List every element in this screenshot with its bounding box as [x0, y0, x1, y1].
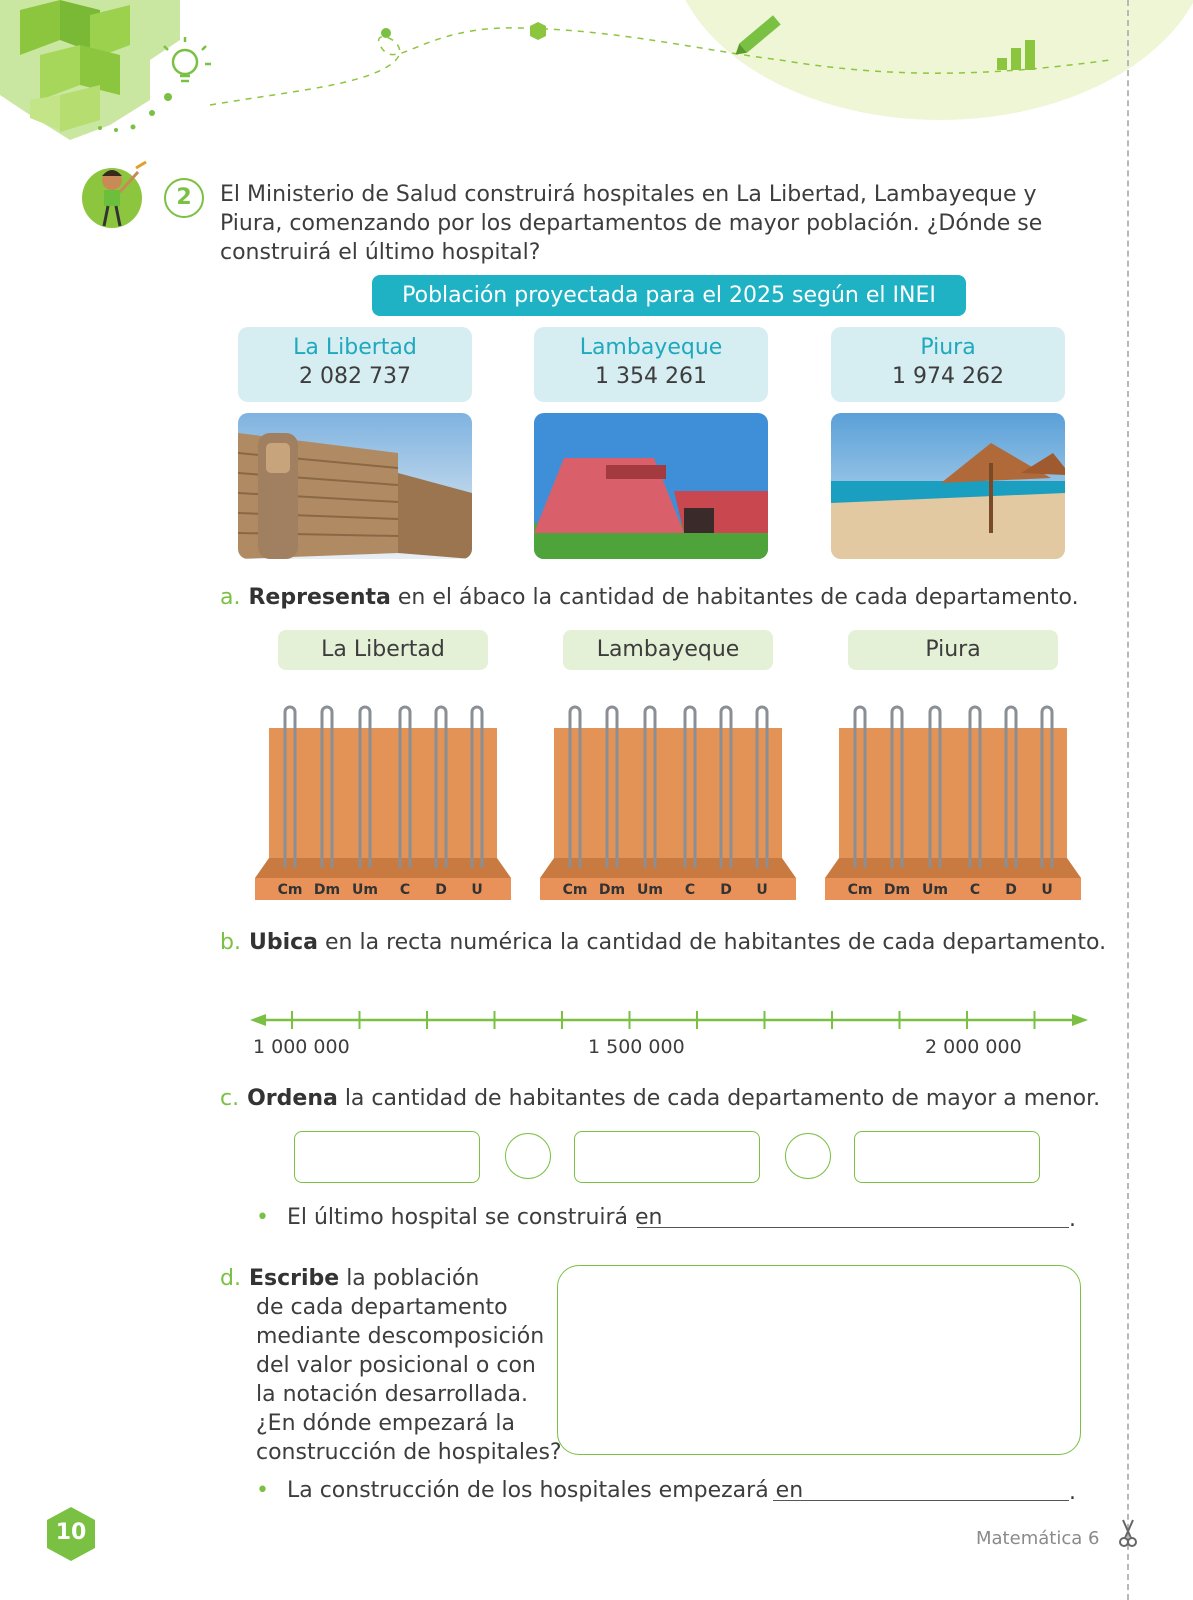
question-letter: c.: [220, 1086, 240, 1111]
order-box-3[interactable]: [854, 1131, 1040, 1183]
question-text: la población: [339, 1266, 480, 1291]
abacus-column-label: Cm: [562, 882, 588, 898]
question-text: del valor posicional o con: [256, 1353, 536, 1378]
page-number: 10: [55, 1520, 87, 1545]
department-name: La Libertad: [293, 335, 417, 360]
cut-line: [1127, 0, 1129, 1600]
abacus-column-label: U: [471, 882, 483, 898]
abacus-column-label: Cm: [847, 882, 873, 898]
department-name: Piura: [920, 335, 976, 360]
question-text: mediante descomposición: [256, 1324, 545, 1349]
photo-piura: [831, 413, 1065, 559]
question-verb: Ubica: [248, 930, 319, 955]
abacus-column-label: C: [969, 882, 981, 898]
question-text: construcción de hospitales?: [256, 1440, 562, 1465]
answer-line-c[interactable]: [637, 1227, 1069, 1228]
header-graphics: [0, 0, 1120, 150]
question-text: de cada departamento: [256, 1295, 508, 1320]
question-text: en la recta numérica la cantidad de habitantes de cada departamento.: [318, 930, 1107, 955]
question-c: [220, 1086, 1100, 1111]
question-text: ¿En dónde empezará la: [256, 1411, 515, 1436]
abacus-column-label: Cm: [277, 882, 303, 898]
period: .: [1069, 1207, 1076, 1232]
question-text: en el ábaco la cantidad de habitantes de cada departamento.: [390, 585, 1079, 610]
order-box-2[interactable]: [574, 1131, 760, 1183]
abacus-board: [839, 728, 1067, 858]
bullet-last-hospital: • El último hospital se construirá en: [256, 1205, 663, 1230]
answer-line-d[interactable]: [773, 1500, 1069, 1501]
question-text: la cantidad de habitantes de cada departamento de mayor a menor.: [337, 1086, 1101, 1111]
abacus-label: Lambayeque: [563, 630, 773, 670]
population-card-piura: [831, 327, 1065, 402]
number-line[interactable]: [250, 1005, 1090, 1035]
population-banner: Población proyectada para el 2025 según el INEI: [372, 275, 966, 316]
abacus-column-label: U: [756, 882, 768, 898]
bullet-text: El último hospital se construirá en: [286, 1205, 663, 1230]
pencil-icon: [732, 15, 781, 59]
abacus-label: La Libertad: [278, 630, 488, 670]
question-verb: Representa: [248, 585, 391, 610]
abacus-column-label: D: [720, 882, 732, 898]
question-letter: d.: [220, 1266, 241, 1291]
abacus-column-label: Dm: [313, 882, 341, 898]
abacus-column-label: U: [1041, 882, 1053, 898]
abacus-la-libertad[interactable]: [255, 690, 511, 900]
period: .: [1069, 1480, 1076, 1505]
bullet-first-hospital: • La construcción de los hospitales empezará en: [256, 1478, 804, 1503]
number-line-label: 1 500 000: [588, 1036, 685, 1058]
photo-la-libertad: [238, 413, 472, 559]
scissors-icon: [1117, 1518, 1139, 1548]
question-verb: Escribe: [248, 1266, 340, 1291]
abacus-board: [269, 728, 497, 858]
task-text: El Ministerio de Salud construirá hospitales en La Libertad, Lambayeque y Piura, comenzando por los departamentos de mayor población. ¿Dónde se construirá el último hospital?: [220, 182, 1043, 265]
bullet-text: La construcción de los hospitales empezará en: [286, 1478, 804, 1503]
number-line-label: 2 000 000: [925, 1036, 1022, 1058]
abacus-column-label: C: [399, 882, 411, 898]
number-line-label: 1 000 000: [253, 1036, 350, 1058]
abacus-column-label: Dm: [598, 882, 626, 898]
department-name: Lambayeque: [579, 335, 723, 360]
answer-box-d[interactable]: [557, 1265, 1081, 1455]
abacus-piura[interactable]: [825, 690, 1081, 900]
abacus-column-label: C: [684, 882, 696, 898]
question-text: la notación desarrollada.: [256, 1382, 528, 1407]
bar-chart-icon: [997, 40, 1035, 70]
department-population: 1 354 261: [595, 364, 707, 389]
question-verb: Ordena: [247, 1086, 338, 1111]
abacus-column-label: Um: [637, 882, 663, 898]
abacus-column-label: D: [1005, 882, 1017, 898]
comparison-circle-2[interactable]: [785, 1133, 831, 1179]
cube-cluster-icon: [0, 0, 180, 140]
question-letter: a.: [220, 585, 241, 610]
question-d: [220, 1264, 562, 1467]
abacus-column-label: D: [435, 882, 447, 898]
question-letter: b.: [220, 930, 241, 955]
comparison-circle-1[interactable]: [505, 1133, 551, 1179]
population-card-la-libertad: [238, 327, 472, 402]
abacus-board: [554, 728, 782, 858]
boy-character-icon: [80, 160, 152, 236]
abacus-column-label: Um: [352, 882, 378, 898]
question-a: [220, 585, 1079, 610]
abacus-column-label: Dm: [883, 882, 911, 898]
task-number-badge: 2: [164, 178, 204, 218]
department-population: 1 974 262: [892, 364, 1004, 389]
population-card-lambayeque: [534, 327, 768, 402]
question-b: [220, 930, 1106, 955]
order-box-1[interactable]: [294, 1131, 480, 1183]
book-title: Matemática 6: [976, 1528, 1100, 1549]
abacus-label: Piura: [848, 630, 1058, 670]
abacus-column-label: Um: [922, 882, 948, 898]
abacus-lambayeque[interactable]: [540, 690, 796, 900]
photo-lambayeque: [534, 413, 768, 559]
department-population: 2 082 737: [299, 364, 411, 389]
